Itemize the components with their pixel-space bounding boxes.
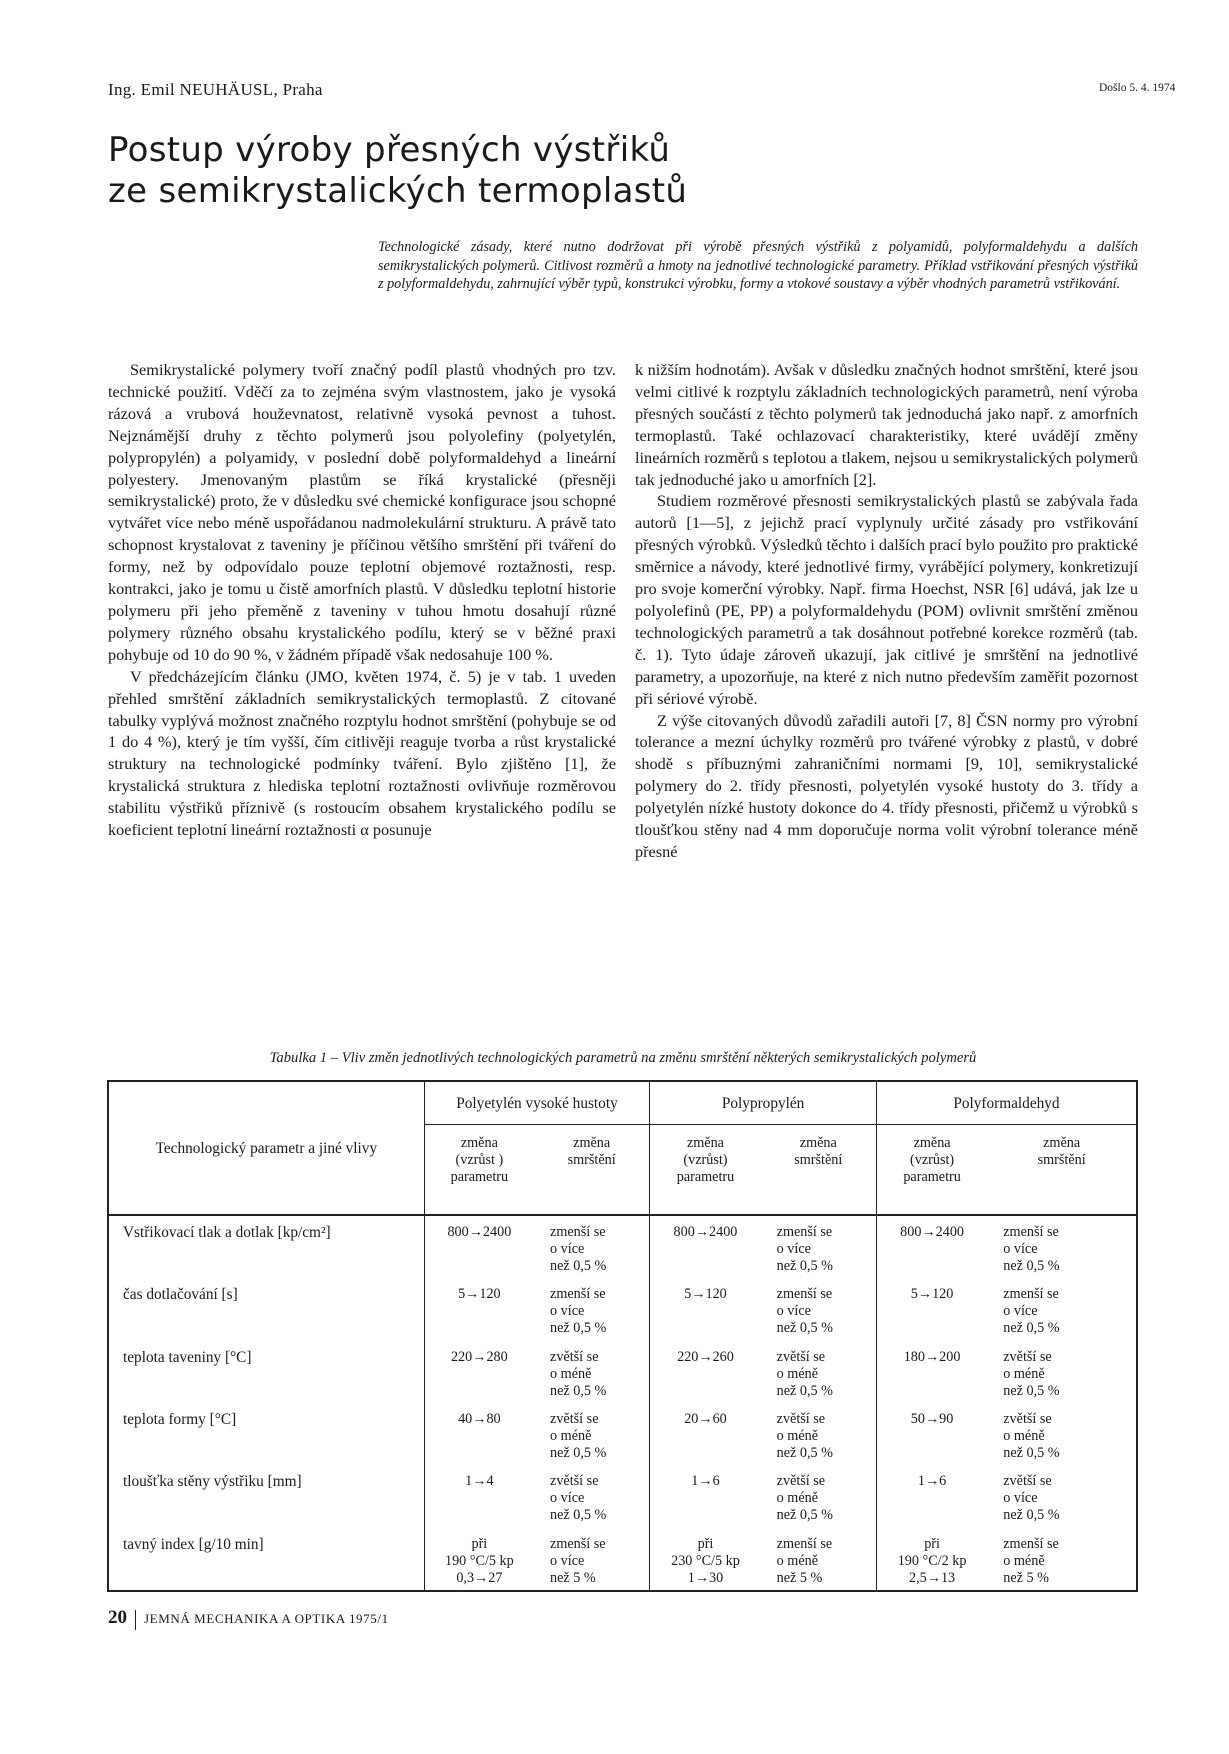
cell-line: změna (573, 1135, 611, 1152)
cell-line: 190 °C/5 kp (444, 1552, 514, 1569)
parameter-range (650, 1278, 761, 1340)
cell-line: zvětší se (550, 1411, 599, 1428)
cell-line: 800→2400 (447, 1224, 512, 1241)
parameter-range (650, 1215, 761, 1278)
cell-line: 0,3→27 (456, 1569, 503, 1586)
cell-line: 2,5→13 (909, 1569, 956, 1586)
cell-line: smrštění (1037, 1152, 1086, 1169)
cell-line: změna (913, 1135, 951, 1152)
cell-line: smrštění (794, 1152, 843, 1169)
cell-line: než 0,5 % (776, 1445, 833, 1462)
cell-line: než 0,5 % (1003, 1382, 1060, 1399)
cell-line: než 0,5 % (550, 1382, 607, 1399)
shrinkage-effect (534, 1528, 650, 1591)
paragraph: V předcházejícím článku (JMO, květen 1974, č. 5) je v tab. 1 uveden přehled smrštění základních semikrystalických termoplastů. Z citované tabulky vyplývá možnost značného rozptylu hodnot smrštění (pohybuje se od 1 do 4 %), který je tím vyšší, čím citlivěji reaguje tvorba a růst krystalické struktury na technologické podmínky tváření. Bylo zjištěno [1], že krystalická struktura z hlediska teplotní roztažnosti ovlivňuje rozměrovou stabilitu výstřiků příznivě (s rostoucím obsahem krystalického podílu se koeficient teplotní lineární roztažnosti α posunuje (108, 666, 616, 840)
cell-line: o více (550, 1490, 585, 1507)
cell-line: zvětší se (1003, 1411, 1052, 1428)
parameter-range (876, 1215, 987, 1278)
cell-line: o méně (1003, 1552, 1045, 1569)
cell-line: zmenší se (776, 1535, 833, 1552)
parameter-name: teplota formy [°C] (123, 1411, 237, 1429)
shrinkage-effect (987, 1215, 1137, 1278)
cell-line: 230 °C/5 kp (671, 1552, 740, 1569)
cell-line: zvětší se (550, 1473, 599, 1490)
parameter-range (424, 1215, 534, 1278)
shrinkage-effect (534, 1465, 650, 1527)
cell-line: 20→60 (684, 1411, 727, 1428)
cell-line: o více (550, 1303, 585, 1320)
cell-line: 1→4 (465, 1473, 494, 1490)
cell-line: než 0,5 % (550, 1507, 607, 1524)
parameter-name: tavný index [g/10 min] (123, 1535, 264, 1553)
cell-line: 5→120 (910, 1286, 954, 1303)
cell-line: 5→120 (458, 1286, 501, 1303)
subheader-shrinkage-change (534, 1125, 650, 1215)
parameter-range (876, 1465, 987, 1527)
cell-line: parametru (903, 1169, 961, 1186)
table-row (108, 1465, 1137, 1527)
paragraph: k nižším hodnotám). Avšak v důsledku značných hodnot smrštění, které jsou velmi citlivé k rozptylu základních technologických parametrů, není výroba přesných součástí z těchto polymerů tak jednoduchá jako např. z amorfních termoplastů. Také ochlazovací charakteristiky, které uvádějí změny lineárních rozměrů s teplotou a tlakem, nejsou u semikrystalických polymerů tak jednoduché jako u amorfních [2]. (635, 360, 1138, 489)
cell-line: při (697, 1535, 714, 1552)
cell-line: zvětší se (1003, 1348, 1052, 1365)
cell-line: o méně (550, 1428, 592, 1445)
cell-line: zmenší se (550, 1224, 606, 1241)
cell-line: 5→120 (684, 1286, 727, 1303)
parameter-range (876, 1278, 987, 1340)
cell-line: zvětší se (776, 1411, 826, 1428)
footer-divider (135, 1610, 136, 1630)
cell-line: 800→2400 (673, 1224, 738, 1241)
cell-line: než 5 % (1003, 1569, 1049, 1586)
table-row (108, 1403, 1137, 1465)
parameter-range (424, 1528, 534, 1591)
parameter-range (650, 1341, 761, 1403)
parameter-range (424, 1341, 534, 1403)
parameter-range (424, 1403, 534, 1465)
subheader-parameter-change (424, 1125, 534, 1215)
cell-line: než 0,5 % (1003, 1445, 1060, 1462)
shrinkage-effect (534, 1215, 650, 1278)
received-date: Došlo 5. 4. 1974 (1099, 82, 1176, 94)
subheader-parameter-change (650, 1125, 761, 1215)
body-column-left (108, 359, 616, 841)
cell-line: změna (799, 1135, 837, 1152)
cell-line: o více (1003, 1490, 1038, 1507)
cell-line: zvětší se (776, 1348, 826, 1365)
cell-line: než 0,5 % (1003, 1320, 1060, 1337)
cell-line: zvětší se (776, 1473, 826, 1490)
cell-line: než 0,5 % (1003, 1258, 1060, 1275)
cell-line: o více (776, 1303, 811, 1320)
parameter-name: čas dotlačování [s] (123, 1286, 238, 1304)
cell-line: o méně (776, 1490, 819, 1507)
cell-line: o méně (550, 1365, 592, 1382)
subheader-shrinkage-change (761, 1125, 877, 1215)
subheader-shrinkage-change (987, 1125, 1137, 1215)
shrinkage-effect (761, 1465, 877, 1527)
cell-line: zmenší se (1003, 1286, 1059, 1303)
cell-line: zvětší se (550, 1348, 599, 1365)
cell-line: (vzrůst) (683, 1152, 728, 1169)
article-title (108, 130, 928, 212)
cell-line: 50→90 (910, 1411, 954, 1428)
shrinkage-effect (761, 1278, 877, 1340)
cell-line: změna (460, 1135, 498, 1152)
parameter-name: tloušťka stěny výstřiku [mm] (123, 1473, 302, 1491)
journal-name: JEMNÁ MECHANIKA A OPTIKA 1975/1 (144, 1611, 389, 1626)
cell-line: o více (550, 1552, 585, 1569)
cell-line: změna (1043, 1135, 1081, 1152)
param-column-header: Technologický parametr a jiné vlivy (108, 1081, 424, 1215)
group-header: Polypropylén (650, 1081, 877, 1125)
parameter-name: Vstřikovací tlak a dotlak [kp/cm²] (123, 1224, 331, 1242)
parameter-name: teplota taveniny [°C] (123, 1348, 252, 1366)
cell-line: 220→260 (677, 1348, 734, 1365)
cell-line: než 0,5 % (1003, 1507, 1060, 1524)
cell-line: 800→2400 (900, 1224, 964, 1241)
shrinkage-effect (761, 1403, 877, 1465)
cell-line: změna (686, 1135, 724, 1152)
page-footer (108, 1607, 389, 1630)
shrinkage-effect (761, 1341, 877, 1403)
shrinkage-effect (761, 1215, 877, 1278)
table-row (108, 1215, 1137, 1278)
table-row (108, 1278, 1137, 1340)
paragraph: Z výše citovaných důvodů zařadili autoři [7, 8] ČSN normy pro výrobní tolerance a mezní úchylky rozměrů pro tvářené výrobky z plastů, v dobré shodě s příbuznými zahraničními normami [9, 10], semikrystalické polymery do 2. třídy přesnosti, polyetylén vysoké hustoty do 3. třídy a polyetylén nízké hustoty dokonce do 4. třídy přesnosti, přičemž u výrobků s tloušťkou stěny nad 4 mm doporučuje norma volit výrobní tolerance méně přesné (635, 710, 1138, 861)
cell-line: než 0,5 % (550, 1258, 607, 1275)
shrinkage-effect (987, 1403, 1137, 1465)
table-caption: Tabulka 1 – Vliv změn jednotlivých technologických parametrů na změnu smrštění některých semikrystalických polymerů (269, 1050, 977, 1066)
cell-line: 1→6 (917, 1473, 947, 1490)
cell-line: o méně (776, 1552, 819, 1569)
paragraph: Semikrystalické polymery tvoří značný podíl plastů vhodných pro tzv. technické použití. Vděčí za to zejména svým vlastnostem, jako je vysoká rázová a vrubová houževnatost, relativně vysoká pevnost a tuhost. Nejznámější druhy z těchto polymerů jsou polyolefiny (polyetylén, polypropylén) a polyamidy, v poslední době polyformaldehyd a lineární polyestery. Jmenovaným plastům se říká krystalické (přesněji semikrystalické) proto, že v důsledku své chemické konfigurace jsou schopné vytvářet více nebo méně uspořádanou nadmolekulární strukturu. A právě tato schopnost krystalovat z taveniny je příčinou většího smrštění při tváření do formy, než by odpovídalo pouze teplotní objemové roztažnosti, resp. kontrakci, jako je tomu u čistě amorfních plastů. V důsledku teplotní historie polymeru při jeho přeměně z taveniny v tuhou hmotu dosahují různé polymery různého obsahu krystalického podílu, který se v běžné praxi pohybuje od 10 do 90 %, v žádném případě však nedosahuje 100 %. (108, 360, 616, 664)
cell-line: zvětší se (1003, 1473, 1052, 1490)
shrinkage-effect (987, 1465, 1137, 1527)
shrinkage-effect (761, 1528, 877, 1591)
cell-line: než 0,5 % (776, 1382, 833, 1399)
cell-line: zmenší se (776, 1286, 833, 1303)
table-row (108, 1528, 1137, 1591)
parameter-range (424, 1278, 534, 1340)
cell-line: 220→280 (450, 1348, 508, 1365)
shrinkage-effect (534, 1278, 650, 1340)
shrinkage-effect (987, 1278, 1137, 1340)
cell-line: než 0,5 % (776, 1258, 833, 1275)
parameter-range (650, 1528, 761, 1591)
shrinkage-effect (987, 1341, 1137, 1403)
parameter-range (424, 1465, 534, 1527)
paragraph: Studiem rozměrové přesnosti semikrystalických plastů se zabývala řada autorů [1—5], z jejichž prací vyplynuly určité zásady pro vstřikování přesných výrobků. Výsledků těchto i dalších prací bylo použito pro praktické směrnice a návody, které jednotlivé firmy, vyrábějící polymery, konkretizují pro svoje komerční výrobky. Např. firma Hoechst, NSR [6] udává, jak lze u polyolefinů (PE, PP) a polyformaldehydu (POM) ovlivnit smrštění změnou technologických parametrů a tak dosáhnout potřebné korekce rozměrů (tab. č. 1). Tyto údaje zároveň ukazují, jak citlivé je smrštění na jednotlivé parametry, a upozorňuje, na které z nich nutno především zaměřit pozornost při sériové výrobě. (635, 491, 1138, 708)
table-body (108, 1215, 1137, 1591)
cell-line: 1→6 (691, 1473, 720, 1490)
cell-line: zmenší se (1003, 1224, 1059, 1241)
cell-line: zmenší se (1003, 1535, 1059, 1552)
parameter-range (876, 1403, 987, 1465)
title-line-2: ze semikrystalických termoplastů (108, 171, 688, 211)
cell-line: o více (776, 1241, 811, 1258)
cell-line: (vzrůst) (910, 1152, 955, 1169)
table-row (108, 1341, 1137, 1403)
cell-line: než 5 % (776, 1569, 823, 1586)
title-line-1: Postup výroby přesných výstřiků (108, 130, 671, 170)
body-column-right (635, 359, 1138, 863)
cell-line: zmenší se (550, 1286, 606, 1303)
page-number: 20 (108, 1607, 127, 1628)
cell-line: o více (550, 1241, 585, 1258)
group-header: Polyetylén vysoké hustoty (424, 1081, 650, 1125)
cell-line: smrštění (567, 1152, 616, 1169)
cell-line: než 0,5 % (776, 1320, 833, 1337)
cell-line: 190 °C/2 kp (897, 1552, 967, 1569)
cell-line: než 0,5 % (550, 1445, 607, 1462)
subheader-parameter-change (876, 1125, 987, 1215)
cell-line: než 0,5 % (550, 1320, 607, 1337)
parameter-range (650, 1403, 761, 1465)
cell-line: zmenší se (776, 1224, 833, 1241)
cell-line: 180→200 (903, 1348, 961, 1365)
parameter-range (876, 1341, 987, 1403)
cell-line: parametru (450, 1169, 509, 1186)
parameter-range (650, 1465, 761, 1527)
cell-line: při (924, 1535, 940, 1552)
abstract: Technologické zásady, které nutno dodržovat při výrobě přesných výstřiků z polyamidů, polyformaldehydu a dalších semikrystalických polymerů. Citlivost rozměrů a hmoty na jednotlivé technologické parametry. Příklad vstřikování přesných výstřiků z polyformaldehydu, zahrnující výběr typů, konstrukci výrobku, formy a vtokové soustavy a výběr vhodných parametrů vstřikování. (378, 239, 1138, 293)
table-container (107, 1080, 1138, 1592)
cell-line: 40→80 (458, 1411, 501, 1428)
cell-line: o méně (1003, 1428, 1045, 1445)
cell-line: než 0,5 % (776, 1507, 833, 1524)
shrinkage-table (107, 1080, 1138, 1592)
cell-line: o méně (1003, 1365, 1045, 1382)
shrinkage-effect (534, 1341, 650, 1403)
cell-line: o více (1003, 1241, 1038, 1258)
cell-line: (vzrůst ) (455, 1152, 504, 1169)
parameter-range (876, 1528, 987, 1591)
cell-line: o více (1003, 1303, 1038, 1320)
cell-line: než 5 % (550, 1569, 596, 1586)
shrinkage-effect (534, 1403, 650, 1465)
cell-line: při (471, 1535, 488, 1552)
cell-line: zmenší se (550, 1535, 606, 1552)
group-header: Polyformaldehyd (876, 1081, 1137, 1125)
shrinkage-effect (987, 1528, 1137, 1591)
cell-line: 1→30 (687, 1569, 724, 1586)
cell-line: o méně (776, 1365, 819, 1382)
cell-line: parametru (676, 1169, 735, 1186)
author-line: Ing. Emil NEUHÄUSL, Praha (108, 80, 323, 99)
cell-line: o méně (776, 1428, 819, 1445)
